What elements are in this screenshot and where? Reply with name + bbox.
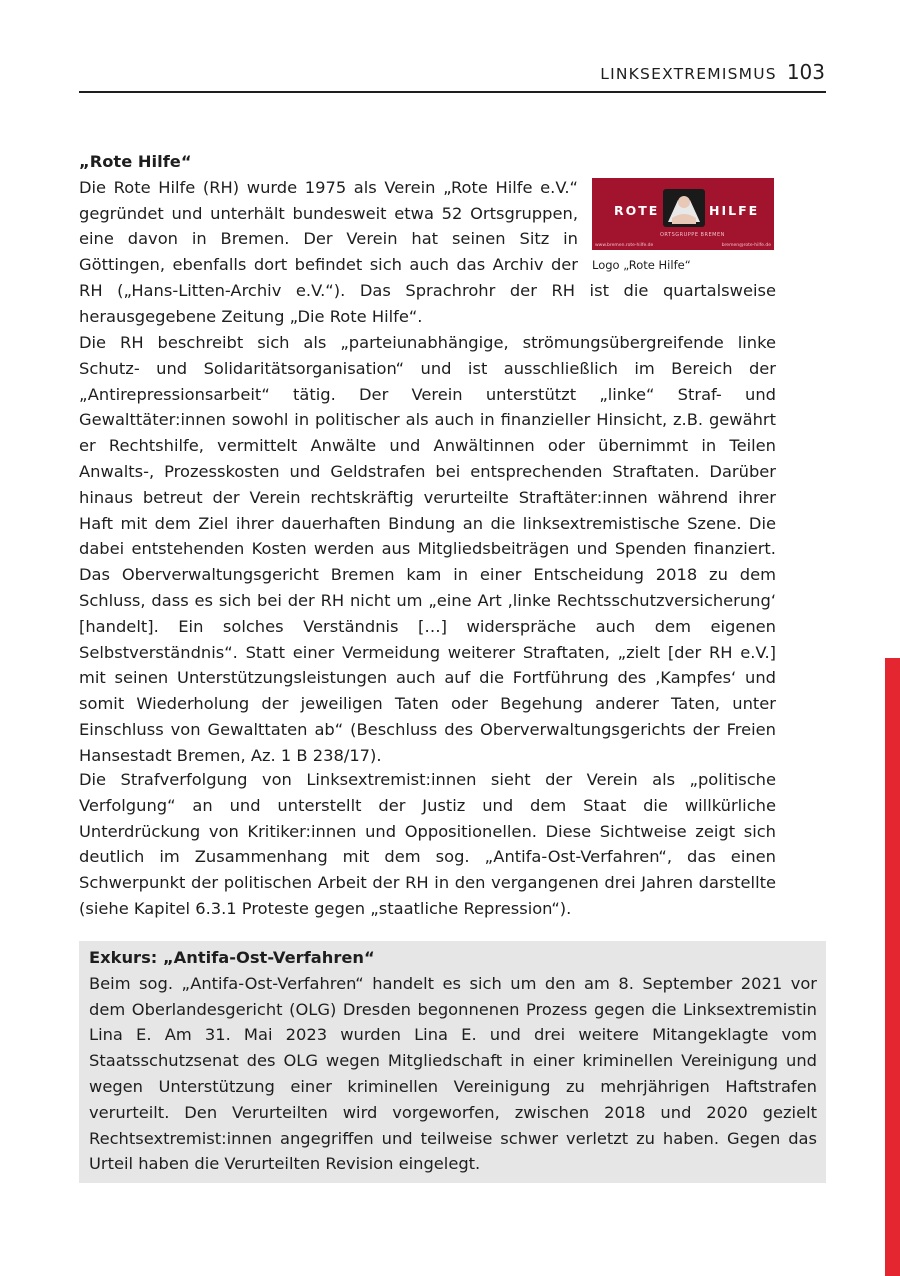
logo-text-right: HILFE — [709, 202, 760, 218]
rote-hilfe-logo — [592, 178, 774, 250]
body-paragraph-3: Die Strafverfolgung von Linksextremist:innen sieht der Verein als „politische Verfolgung“ an und unterstellt der Justiz und dem Staat die willkürliche Unterdrückung von Kritiker:innen und Oppositionellen. Diese Sichtweise zeigt sich deutlich im Zusammenhang mit dem sog. „Antifa-Ost-Verfahren“, das einen Schwerpunkt der politischen Arbeit der RH in den vergangenen drei Jahren darstellte (siehe Kapitel 6.3.1 Proteste gegen „staatliche Repression“). — [79, 770, 776, 918]
body-paragraph-2: Die RH beschreibt sich als „parteiunabhängige, strömungsübergreifende linke Schutz- und Solidaritätsorganisation“ und ist ausschließlich im Bereich der „Antirepressionsarbeit“ tätig. Der Verein unterstützt „linke“ Straf- und Gewalttäter:innen sowohl in politischer als auch in finanzieller Hinsicht, z.B. gewährt er Rechtshilfe, vermittelt Anwälte und Anwältinnen oder übernimmt in Teilen Anwalts-, Prozesskosten und Geldstrafen bei entsprechenden Straftaten. Darüber hinaus betreut der Verein rechtskräftig verurteilte Straftäter:innen während ihrer Haft mit dem Ziel ihrer dauerhaften Bindung an die linksextremistische Szene. Die dabei entstehenden Kosten werden aus Mitgliedsbeiträgen und Spenden finanziert. Das Oberverwaltungsgericht Bremen kam in einer Entscheidung 2018 zu dem Schluss, dass es sich bei der RH nicht um „eine Art ‚linke Rechtsschutzversicherung‘ [handelt]. Ein solches Verständnis […] widerspräche auch dem eigenen Selbstverständnis“. Statt einer Vermeidung weiterer Straftaten, „zielt [der RH e.V.] mit seinen Unterstützungsleistungen auch auf die Fortführung des ‚Kampfes‘ und somit Wiederholung der jeweiligen Taten oder Begehung anderer Taten, unter Einschluss von Gewalttaten ab“ (Beschluss des Oberverwaltungsgerichts der Freien Hansestadt Bremen, Az. 1 B 238/17). — [79, 333, 776, 765]
logo-footer-right: bremen@rote-hilfe.de — [721, 242, 771, 248]
exkurs-box — [79, 941, 826, 1183]
exkurs-body: Beim sog. „Antifa-Ost-Verfahren“ handelt es sich um den am 8. September 2021 vor dem Oberlandesgericht (OLG) Dresden begonnenen Prozess gegen die Linksextremistin Lina E. Am 31. Mai 2023 wurden Lina E. und drei weitere Mitangeklagte vom Staatsschutzsenat des OLG wegen Mitgliedschaft in einer kriminellen Vereinigung und wegen Unterstützung einer kriminellen Vereinigung zu mehrjährigen Haftstrafen verurteilt. Den Verurteilten wird vorgeworfen, zwischen 2018 und 2020 gezielt Rechtsextremist:innen angegriffen und teilweise schwer verletzt zu haben. Gegen das Urteil haben die Verurteilten Revision eingelegt. — [89, 973, 817, 1174]
page-number: 103 — [786, 60, 825, 84]
rote-hilfe-section — [79, 149, 776, 330]
logo-subtitle: ORTSGRUPPE BREMEN — [660, 231, 725, 238]
exkurs-heading: Exkurs: „Antifa-Ost-Verfahren“ — [89, 948, 375, 967]
paragraph-block-3 — [79, 767, 776, 922]
logo-caption: Logo „Rote Hilfe“ — [592, 257, 691, 272]
section-title: LINKSEXTREMISMUS — [600, 65, 777, 83]
running-header — [600, 60, 825, 84]
exkurs-content — [89, 945, 817, 1177]
header-rule — [79, 91, 826, 93]
fist-emblem-icon — [662, 188, 706, 228]
section-heading: „Rote Hilfe“ — [79, 152, 192, 171]
intro-paragraph: Die Rote Hilfe (RH) wurde 1975 als Verein „Rote Hilfe e.V.“ gegründet und unterhält bundesweit etwa 52 Ortsgruppen, eine davon in Bremen. Der Verein hat seinen Sitz in Göttingen, ebenfalls dort befindet sich auch das Archiv der RH („Hans-Litten-Archiv e.V.“). Das Sprachrohr der RH ist die quartalsweise herausgegebene Zeitung „Die Rote Hilfe“. — [79, 177, 776, 326]
logo-figure — [592, 178, 776, 272]
paragraph-block-2 — [79, 330, 776, 769]
logo-footer-left: www.bremen.rote-hilfe.de — [595, 242, 654, 248]
logo-text-left: ROTE — [614, 202, 660, 218]
accent-bar — [885, 658, 900, 1276]
